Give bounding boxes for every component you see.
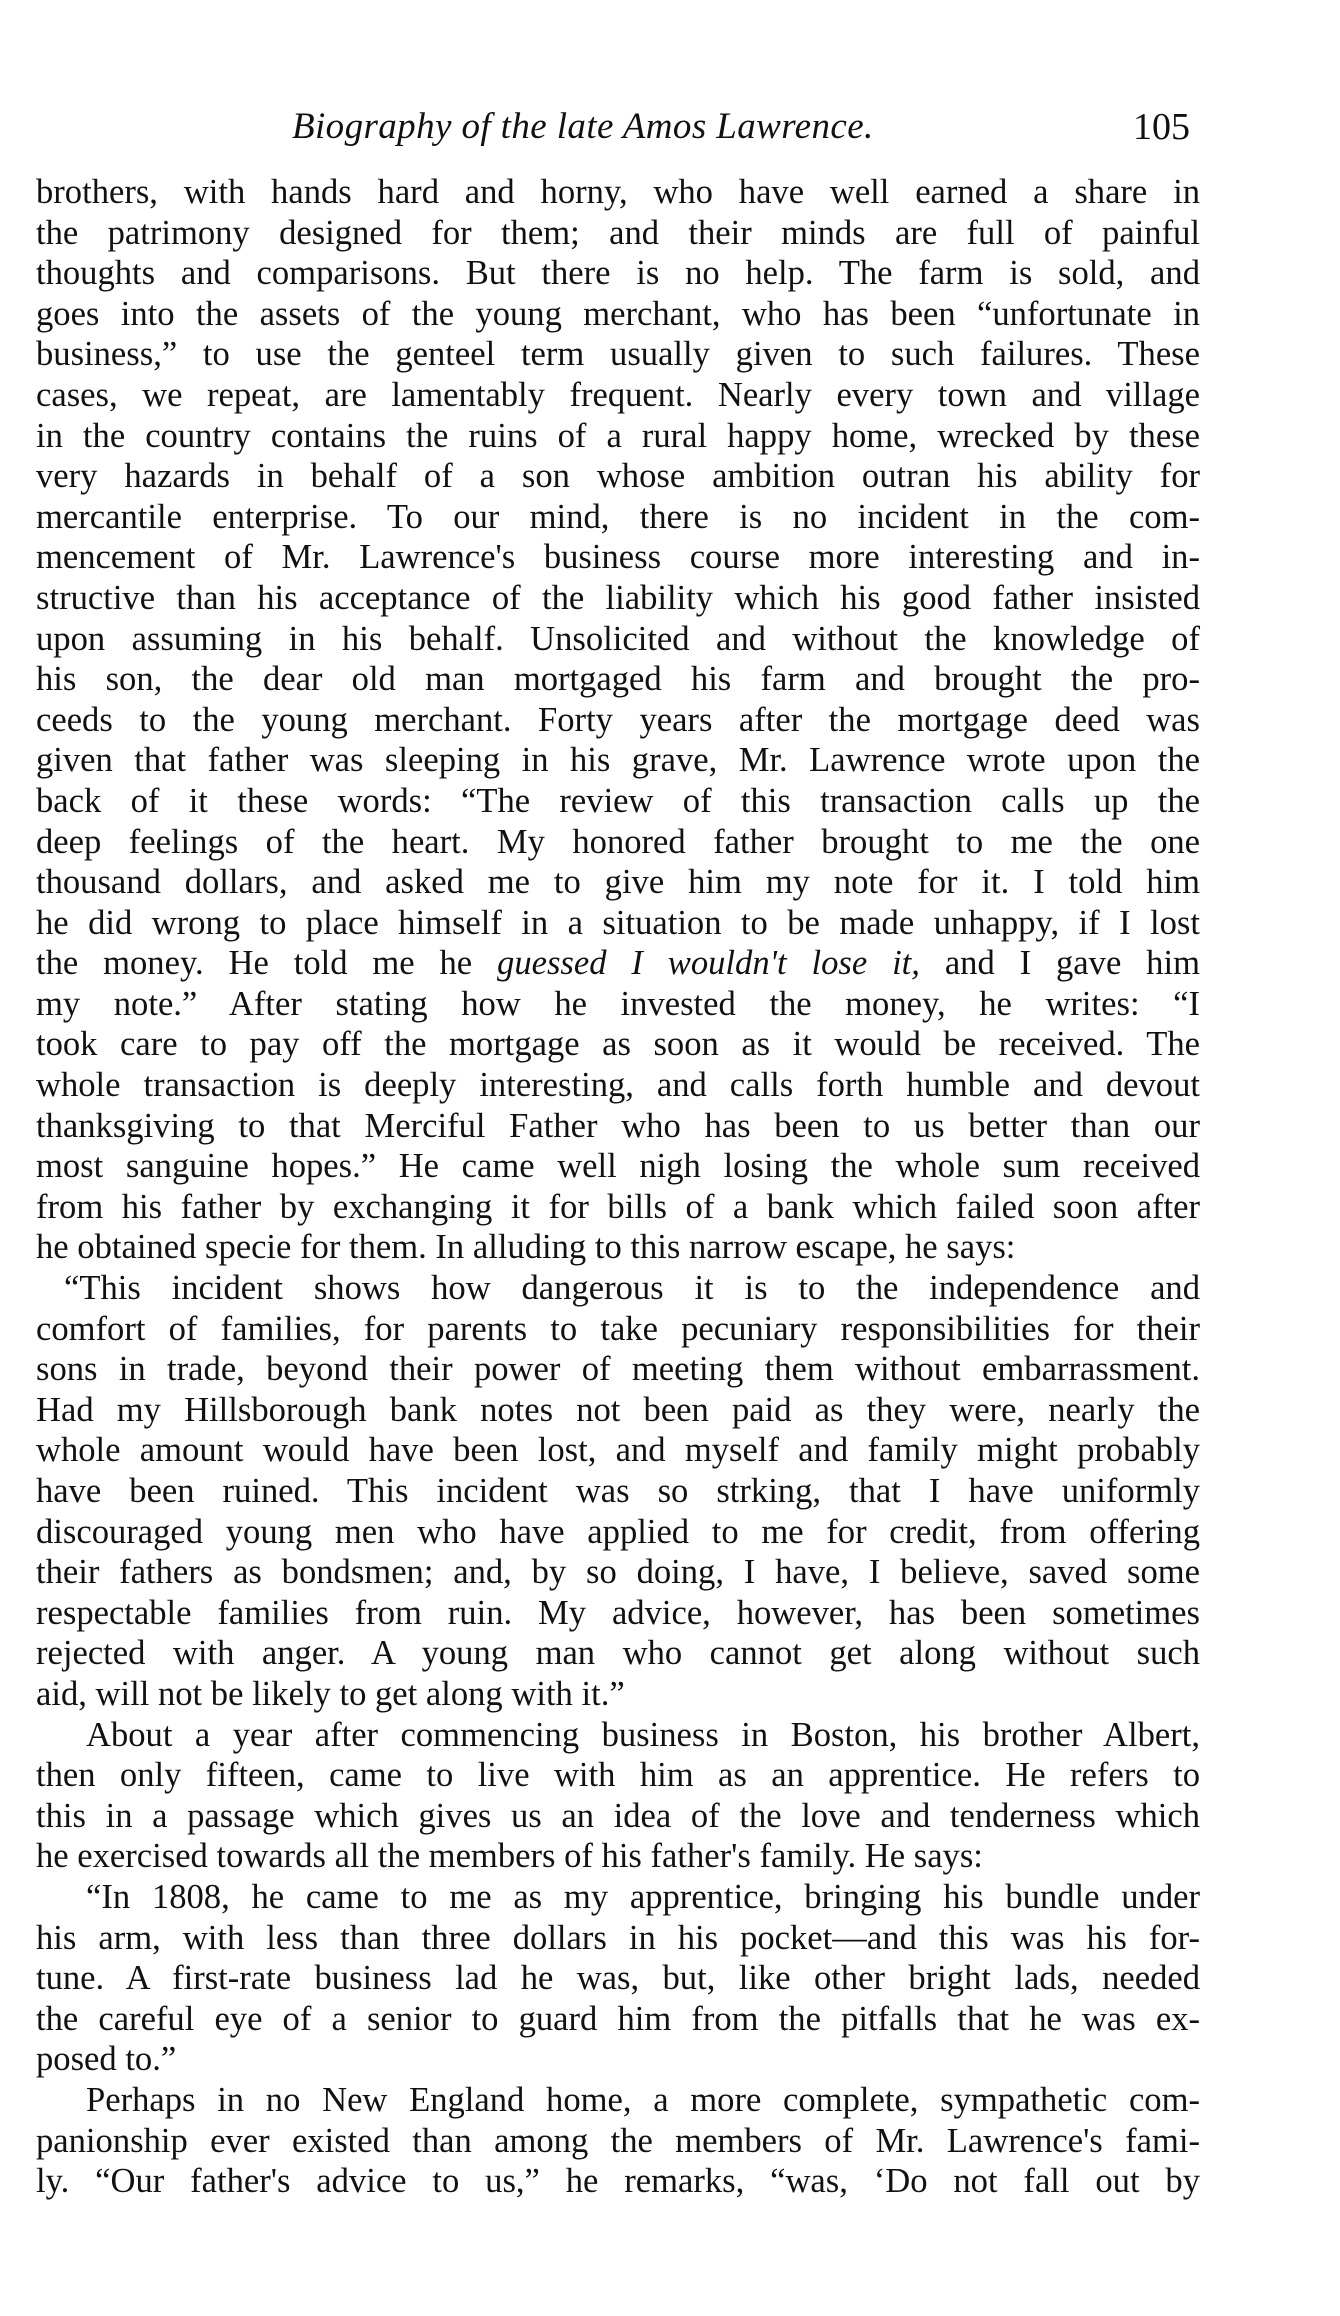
text-line: goes into the assets of the young merchant, who has been “unfortunate in [36, 294, 1200, 333]
text-segment: the money. He told me he [36, 944, 498, 983]
text-line: whole transaction is deeply interesting, and calls forth humble and devout [36, 1066, 1200, 1105]
text-line: thousand dollars, and asked me to give him my note for it. I told him [36, 863, 1200, 902]
page-number: 105 [1133, 106, 1190, 148]
text-line: thanksgiving to that Merciful Father who has been to us better than our [36, 1106, 1200, 1145]
text-line: cases, we repeat, are lamentably frequent. Nearly every town and village [36, 375, 1200, 414]
quote-line: posed to.” [36, 2040, 177, 2079]
quote-line: comfort of families, for parents to take pecuniary responsibilities for their [36, 1309, 1200, 1348]
quote-line: tune. A first-rate business lad he was, but, like other bright lads, needed [36, 1959, 1200, 1998]
text-line: structive than his acceptance of the liability which his good father insisted [36, 578, 1200, 617]
quote-line: the careful eye of a senior to guard him from the pitfalls that he was ex- [36, 1999, 1200, 2038]
running-title: Biography of the late Amos Lawrence. [292, 106, 874, 147]
text-line: brothers, with hands hard and horny, who have well earned a share in [36, 173, 1200, 211]
text-line: mencement of Mr. Lawrence's business course more interesting and in- [36, 538, 1200, 577]
text-line: he did wrong to place himself in a situation to be made unhappy, if I lost [36, 903, 1200, 942]
text-line: very hazards in behalf of a son whose ambition outran his ability for [36, 457, 1200, 496]
text-line: the patrimony designed for them; and their minds are full of painful [36, 213, 1200, 252]
quote-line: rejected with anger. A young man who cannot get along without such [36, 1634, 1200, 1673]
text-line: deep feelings of the heart. My honored father brought to me the one [36, 822, 1200, 861]
text-line: upon assuming in his behalf. Unsolicited and without the knowledge of [36, 619, 1200, 658]
quote-line: discouraged young men who have applied to me for credit, from offering [36, 1512, 1200, 1551]
body-text [36, 172, 1200, 2202]
quote-line: whole amount would have been lost, and myself and family might probably [36, 1431, 1200, 1470]
text-line: business,” to use the genteel term usually given to such failures. These [36, 335, 1200, 374]
paragraph-line: this in a passage which gives us an idea of the love and tenderness which [36, 1796, 1200, 1835]
paragraph-line: panionship ever existed than among the members of Mr. Lawrence's fami- [36, 2121, 1200, 2160]
text-line: given that father was sleeping in his grave, Mr. Lawrence wrote upon the [36, 741, 1200, 780]
text-line: ceeds to the young merchant. Forty years after the mortgage deed was [36, 700, 1200, 739]
quote-line: respectable families from ruin. My advice, however, has been sometimes [36, 1593, 1200, 1632]
paragraph-line: ly. “Our father's advice to us,” he remarks, “was, ‘Do not fall out by [36, 2162, 1200, 2201]
text-line: he obtained specie for them. In alluding to this narrow escape, he says: [36, 1228, 1016, 1267]
text-line: his son, the dear old man mortgaged his farm and brought the pro- [36, 660, 1200, 699]
paragraph-line: Perhaps in no New England home, a more complete, sympathetic com- [86, 2080, 1200, 2119]
quote-line: “This incident shows how dangerous it is to the independence and [64, 1269, 1200, 1308]
italic-phrase: guessed I wouldn't lose it, [497, 944, 920, 983]
quote-line: sons in trade, beyond their power of meeting them without embarrassment. [36, 1350, 1200, 1389]
text-line: in the country contains the ruins of a rural happy home, wrecked by these [36, 416, 1200, 455]
text-line: my note.” After stating how he invested the money, he writes: “I [36, 984, 1200, 1023]
text-line: mercantile enterprise. To our mind, there is no incident in the com- [36, 497, 1200, 536]
quote-line: his arm, with less than three dollars in his pocket—and this was his for- [36, 1918, 1200, 1957]
paragraph-line: he exercised towards all the members of his father's family. He says: [36, 1837, 983, 1876]
quote-line: “In 1808, he came to me as my apprentice, bringing his bundle under [86, 1877, 1200, 1916]
paragraph-line: About a year after commencing business in Boston, his brother Albert, [86, 1715, 1200, 1754]
text-line: took care to pay off the mortgage as soon as it would be received. The [36, 1025, 1200, 1064]
text-segment: and I gave him [919, 944, 1200, 983]
paragraph-line: then only fifteen, came to live with him as an apprentice. He refers to [36, 1756, 1200, 1795]
text-line: most sanguine hopes.” He came well nigh losing the whole sum received [36, 1147, 1200, 1186]
text-line: back of it these words: “The review of this transaction calls up the [36, 781, 1200, 820]
quote-line: have been ruined. This incident was so strking, that I have uniformly [36, 1472, 1200, 1510]
text-line: from his father by exchanging it for bills of a bank which failed soon after [36, 1187, 1200, 1226]
page-header [280, 105, 1200, 165]
quote-line: their fathers as bondsmen; and, by so doing, I have, I believe, saved some [36, 1553, 1200, 1592]
text-line-with-italic [36, 943, 1200, 984]
text-line: thoughts and comparisons. But there is no help. The farm is sold, and [36, 254, 1200, 293]
quote-line: aid, will not be likely to get along with it.” [36, 1674, 625, 1713]
quote-line: Had my Hillsborough bank notes not been paid as they were, nearly the [36, 1390, 1200, 1429]
